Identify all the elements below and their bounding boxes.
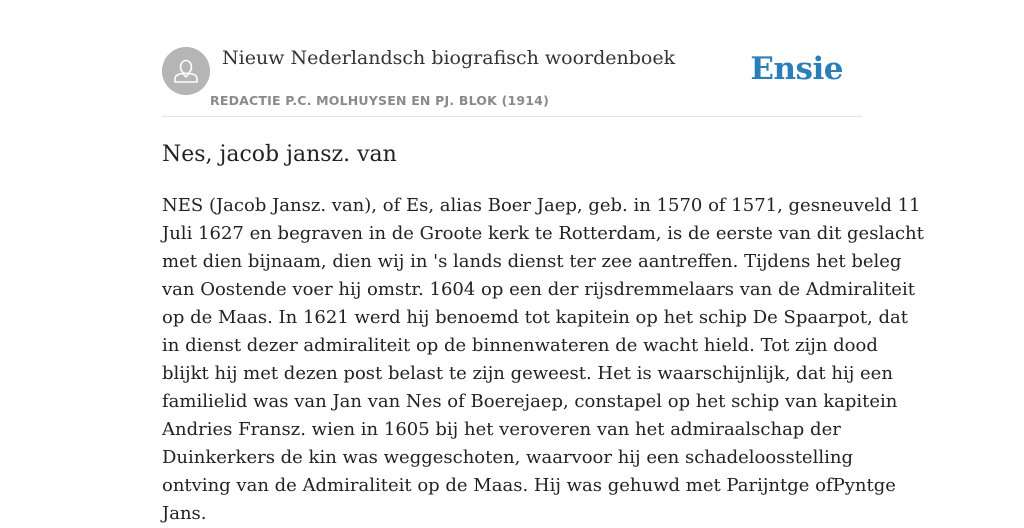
page [162, 0, 924, 524]
book-title[interactable]: Nieuw Nederlandsch biografisch woordenboek [222, 47, 676, 69]
article-line: Duinkerkers de kin was weggeschoten, waarvoor hij een schadeloosstelling [162, 447, 853, 468]
article-line: Juli 1627 en begraven in de Groote kerk te Rotterdam, is de eerste van dit geslacht [162, 223, 924, 244]
article-body [162, 192, 924, 528]
header [162, 0, 862, 117]
article-line: Andries Fransz. wien in 1605 bij het veroveren van het admiraalschap der [162, 419, 841, 440]
article-line: Jans. [162, 503, 207, 524]
article-line: op de Maas. In 1621 werd hij benoemd tot kapitein op het schip De Spaarpot, dat [162, 307, 908, 328]
ensie-logo[interactable]: Ensie [750, 51, 843, 87]
article-line: blijkt hij met dezen post belast te zijn geweest. Het is waarschijnlijk, dat hij een [162, 363, 893, 384]
article-line: familielid was van Jan van Nes of Boerejaep, constapel op het schip van kapitein [162, 391, 898, 412]
article-line: van Oostende voer hij omstr. 1604 op een der rijsdremmelaars van de Admiraliteit [162, 279, 915, 300]
book-editors: REDACTIE P.C. MOLHUYSEN EN PJ. BLOK (1914) [210, 93, 549, 108]
article-title: Nes, jacob jansz. van [162, 142, 397, 167]
article-line: ontving van de Admiraliteit op de Maas. Hij was gehuwd met Parijntge ofPyntge [162, 475, 896, 496]
article-line: in dienst dezer admiraliteit op de binnenwateren de wacht hield. Tot zijn dood [162, 335, 878, 356]
user-placeholder-icon[interactable] [162, 47, 210, 95]
article-line: met dien bijnaam, dien wij in 's lands dienst ter zee aantreffen. Tijdens het beleg [162, 251, 902, 272]
article-line: NES (Jacob Jansz. van), of Es, alias Boer Jaep, geb. in 1570 of 1571, gesneuveld 11 [162, 195, 921, 216]
